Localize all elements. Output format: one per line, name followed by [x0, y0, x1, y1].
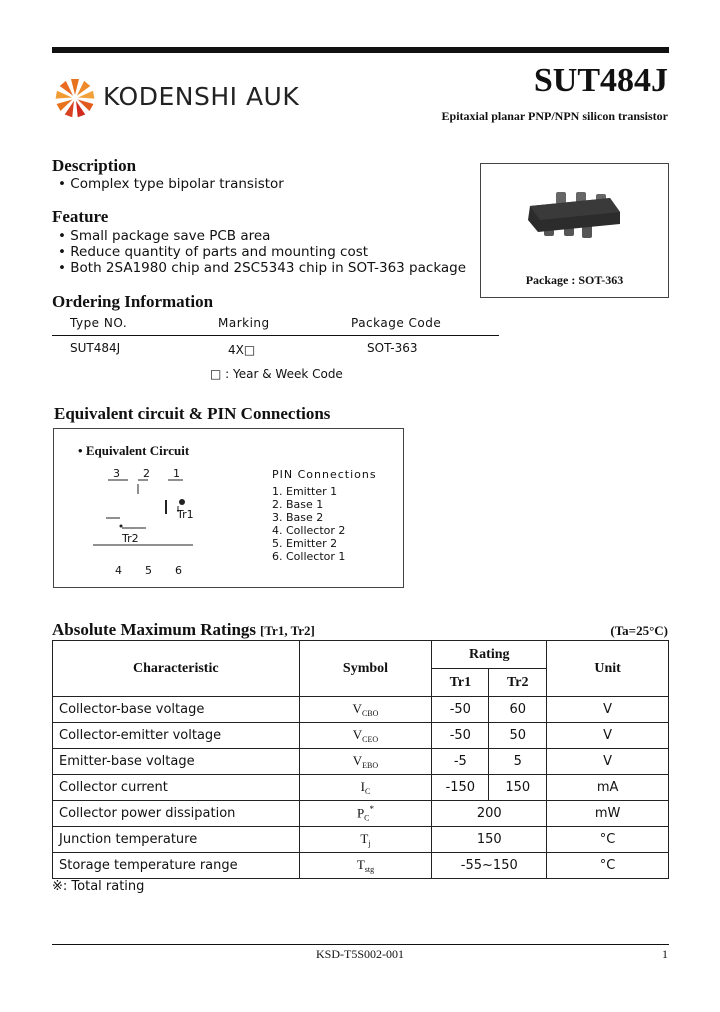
table-row: [53, 801, 669, 827]
row-unit: mA: [547, 775, 669, 801]
table-row: [53, 723, 669, 749]
row-tr2: 50: [489, 723, 547, 749]
circuit-title: Equivalent circuit & PIN Connections: [54, 404, 331, 423]
circuit-subtitle: • Equivalent Circuit: [78, 443, 190, 458]
row-characteristic: Collector-base voltage: [53, 697, 300, 723]
pin-label: 3: [113, 467, 120, 480]
ordering-rule: [52, 335, 499, 336]
header-unit: Unit: [547, 641, 669, 697]
footer-code: KSD-T5S002-001: [315, 947, 404, 961]
sot363-package-icon: [520, 190, 630, 245]
pin-connection: 3. Base 2: [272, 511, 324, 524]
ratings-heading: [52, 620, 315, 640]
pin-connection: 6. Collector 1: [272, 550, 346, 563]
row-characteristic: Collector power dissipation: [53, 801, 300, 827]
pin-connection: 5. Emitter 2: [272, 537, 338, 550]
ordering-header-package: Package Code: [351, 316, 442, 330]
pin-label: 2: [143, 467, 150, 480]
part-number: SUT484J: [533, 62, 668, 99]
table-row: [53, 775, 669, 801]
row-unit: mW: [547, 801, 669, 827]
row-rating: 150: [432, 827, 547, 853]
row-tr1: -150: [432, 775, 489, 801]
ratings-note: ※: Total rating: [52, 879, 145, 894]
row-unit: °C: [547, 827, 669, 853]
row-rating: 200: [432, 801, 547, 827]
pin-connection: 2. Base 1: [272, 498, 324, 511]
row-symbol: $V_{EBO}$: [299, 749, 432, 775]
row-symbol: $V_{CBO}$: [299, 697, 432, 723]
row-unit: °C: [547, 853, 669, 879]
ratings-table: [52, 640, 669, 879]
pin-connections-title: PIN Connections: [272, 468, 377, 481]
row-tr2: 5: [489, 749, 547, 775]
ordering-header-marking: Marking: [218, 316, 270, 330]
ordering-note: □ : Year & Week Code: [210, 367, 343, 381]
feature-item: • Reduce quantity of parts and mounting cost: [58, 244, 369, 260]
row-characteristic: Junction temperature: [53, 827, 300, 853]
ordering-title: Ordering Information: [52, 292, 214, 311]
page-number: 1: [662, 947, 668, 961]
part-subtitle: Epitaxial planar PNP/NPN silicon transistor: [441, 109, 668, 123]
table-row: [53, 827, 669, 853]
brand-name: KODENSHI AUK: [103, 82, 300, 111]
pin-label: 1: [173, 467, 180, 480]
top-rule: [52, 47, 669, 53]
row-characteristic: Storage temperature range: [53, 853, 300, 879]
ordering-marking: 4X□: [228, 343, 256, 357]
ratings-condition: (Ta=25°C): [610, 623, 668, 638]
row-symbol: $T_j$: [299, 827, 432, 853]
header-rating: Rating: [432, 641, 547, 669]
ratings-title: Absolute Maximum Ratings: [52, 620, 257, 639]
header-tr1: Tr1: [432, 669, 489, 697]
pin-connection: 1. Emitter 1: [272, 485, 338, 498]
ordering-header-type: Type NO.: [70, 316, 128, 330]
row-tr1: -50: [432, 697, 489, 723]
kodenshi-logo-icon: [55, 78, 95, 118]
row-symbol: $T_{stg}$: [299, 853, 432, 879]
table-row: [53, 749, 669, 775]
description-item: • Complex type bipolar transistor: [58, 176, 284, 192]
pin-connection: 4. Collector 2: [272, 524, 346, 537]
row-symbol: $I_C$: [299, 775, 432, 801]
description-title: Description: [52, 156, 137, 175]
row-unit: V: [547, 723, 669, 749]
row-unit: V: [547, 749, 669, 775]
pin-label: 6: [175, 564, 182, 577]
table-row: [53, 853, 669, 879]
row-tr1: -50: [432, 723, 489, 749]
tr2-label: Tr2: [122, 532, 139, 545]
row-tr2: 60: [489, 697, 547, 723]
ordering-type: SUT484J: [70, 341, 121, 355]
feature-item: • Both 2SA1980 chip and 2SC5343 chip in SOT-363 package: [58, 260, 467, 276]
row-characteristic: Collector-emitter voltage: [53, 723, 300, 749]
row-tr1: -5: [432, 749, 489, 775]
bottom-rule: [52, 944, 669, 945]
header-characteristic: Characteristic: [53, 641, 300, 697]
header-symbol: Symbol: [299, 641, 432, 697]
ordering-package: SOT-363: [367, 341, 418, 355]
feature-title: Feature: [52, 207, 109, 226]
row-characteristic: Collector current: [53, 775, 300, 801]
row-unit: V: [547, 697, 669, 723]
pin-label: 5: [145, 564, 152, 577]
header-tr2: Tr2: [489, 669, 547, 697]
row-characteristic: Emitter-base voltage: [53, 749, 300, 775]
tr1-label: Tr1: [177, 508, 194, 521]
row-symbol: $V_{CEO}$: [299, 723, 432, 749]
row-symbol: $P_C^*$: [299, 801, 432, 827]
pin-label: 4: [115, 564, 122, 577]
ratings-title-suffix: [Tr1, Tr2]: [260, 623, 315, 638]
table-row: [53, 697, 669, 723]
row-rating: -55~150: [432, 853, 547, 879]
row-tr2: 150: [489, 775, 547, 801]
feature-item: • Small package save PCB area: [58, 228, 271, 244]
package-caption: Package : SOT-363: [525, 273, 624, 287]
